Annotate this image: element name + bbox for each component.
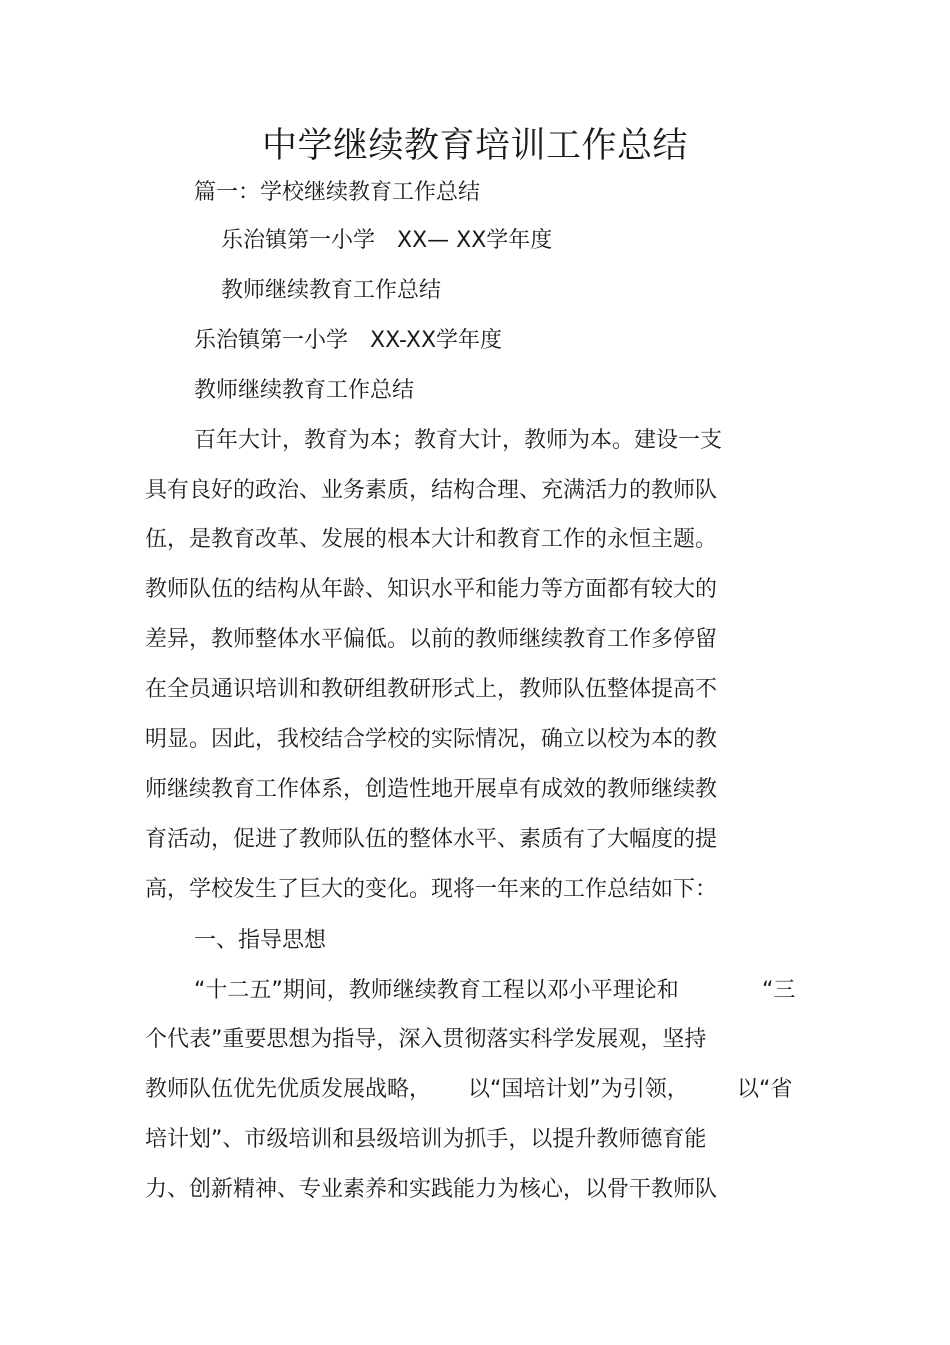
paragraph-line: 高，学校发生了巨大的变化。现将一年来的工作总结如下： [145, 877, 718, 902]
paragraph-line: 教师队伍的结构从年龄、知识水平和能力等方面都有较大的 [145, 577, 718, 602]
subtitle-line: 教师继续教育工作总结 [221, 278, 442, 303]
paragraph-line: 明显。因此，我校结合学校的实际情况，确立以校为本的教 [145, 727, 718, 752]
paragraph-fragment: 以“省 [737, 1077, 793, 1102]
paragraph-line: 师继续教育工作体系，创造性地开展卓有成效的教师继续教 [145, 777, 718, 802]
paragraph-line: 教师队伍优先优质发展战略， [145, 1077, 432, 1102]
paragraph-line: 培计划”、市级培训和县级培训为抓手，以提升教师德育能 [145, 1127, 707, 1152]
paragraph-fragment: “三 [762, 978, 796, 1003]
paragraph-line: 个代表”重要思想为指导，深入贯彻落实科学发展观，坚持 [145, 1027, 707, 1052]
school-year-line: 乐治镇第一小学 XX-XX学年度 [194, 328, 503, 353]
paragraph-line: 在全员通识培训和教研组教研形式上，教师队伍整体提高不 [145, 677, 718, 702]
paragraph-line: “十二五”期间，教师继续教育工程以邓小平理论和 [194, 978, 679, 1003]
paragraph-line: 具有良好的政治、业务素质，结构合理、充满活力的教师队 [145, 478, 718, 503]
document-title: 中学继续教育培训工作总结 [261, 126, 688, 166]
section-heading: 篇一：学校继续教育工作总结 [194, 180, 481, 205]
paragraph-line: 差异，教师整体水平偏低。以前的教师继续教育工作多停留 [145, 627, 718, 652]
paragraph-line: 伍，是教育改革、发展的根本大计和教育工作的永恒主题。 [145, 527, 718, 552]
paragraph-line: 育活动，促进了教师队伍的整体水平、素质有了大幅度的提 [145, 827, 718, 852]
paragraph-line: 力、创新精神、专业素养和实践能力为核心，以骨干教师队 [145, 1177, 718, 1202]
section-heading: 一、指导思想 [194, 928, 327, 953]
paragraph-line: 百年大计，教育为本；教育大计，教师为本。建设一支 [194, 428, 723, 453]
subtitle-line: 教师继续教育工作总结 [194, 378, 415, 403]
paragraph-fragment: 以“国培计划”为引领， [468, 1077, 689, 1102]
school-year-line: 乐治镇第一小学 XX— XX学年度 [221, 228, 553, 253]
